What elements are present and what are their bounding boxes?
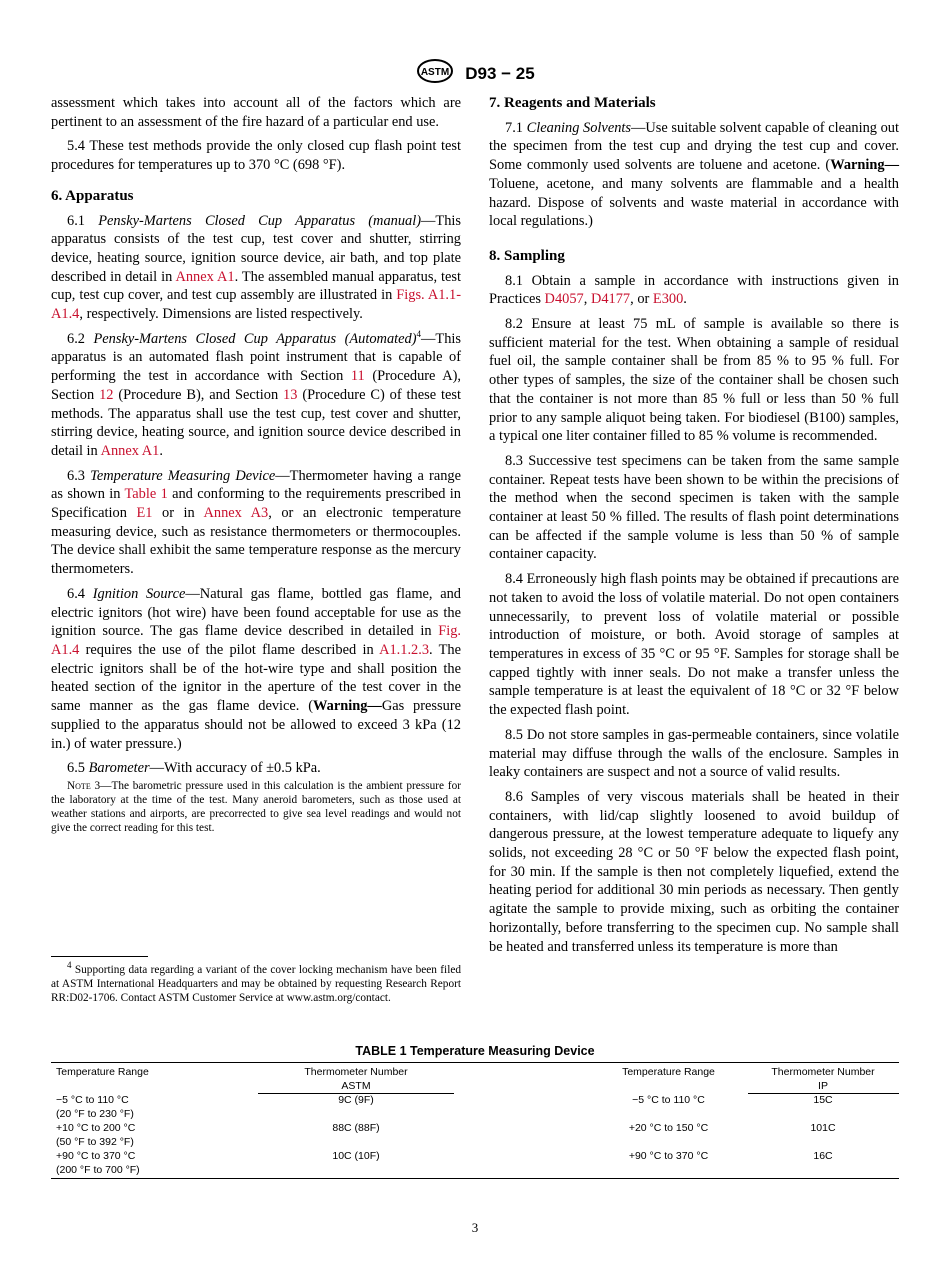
section-heading-sampling: 8. Sampling (489, 247, 565, 264)
table-cell-range-f: (200 °F to 700 °F) (56, 1164, 140, 1176)
table-caption: TABLE 1 Temperature Measuring Device (355, 1044, 595, 1058)
paragraph-7-1: 7.1 Cleaning Solvents—Use suitable solvent capable of cleaning out the specimen from the test cup and drying the test cup and cover. Some commonly used solvents are toluene and acetone. (Warning—Toluene, acetone, and many solvents are flammable and a health hazard. Dispose of solvents and waste material in accordance with local regulations.) (489, 119, 899, 230)
table-cell-astm: 88C (88F) (332, 1122, 380, 1134)
right-column (489, 94, 899, 962)
paragraph-continuation: assessment which takes into account all of the factors which are pertinent to an assessment of the fire hazard of a particular end use. (51, 95, 461, 130)
table-cell-astm: 9C (9F) (338, 1094, 374, 1106)
table-cell-ip: 101C (810, 1122, 836, 1134)
astm-logo-icon (415, 58, 455, 89)
link-d4057[interactable]: D4057 (544, 291, 584, 308)
paragraph-8-5: 8.5 Do not store samples in gas-permeable containers, since volatile material may diffuse through the walls of the enclosure. Samples in leaky containers are suspect and not a source of valid results. (489, 726, 899, 781)
table-cell-ip: 16C (813, 1150, 833, 1162)
table-header-range-astm: Temperature Range (56, 1066, 149, 1078)
paragraph-8-4: 8.4 Erroneously high flash points may be obtained if precautions are not taken to avoid the loss of volatile material. Do not open containers unnecessarily, to prevent loss of volatile material or possible introduction of moisture, or both. Avoid storage of samples at temperatures in excess of 35 °C or 95 °F. Samples for storage shall be capped tightly with inner seals. Do not make a transfer unless the sample temperature is at least the equivalent of 18 °C or 32 °F below the expected flash point. (489, 571, 899, 719)
paragraph-6-3: 6.3 Temperature Measuring Device—Thermometer having a range as shown in Table 1 and conforming to the requirements prescribed in Specification E1 or in Annex A3, or an electronic temperature measuring device, such as resistance thermometers or thermocouples. The device shall exhibit the same temperature response as the mercury thermometers. (51, 467, 461, 578)
paragraph-6-2: 6.2 Pensky-Martens Closed Cup Apparatus (Automated)$^4$—This apparatus is an automated flash point instrument that is capable of performing the test in accordance with Section 11 (Procedure A), Section 12 (Procedure B), and Section 13 (Procedure C) of these test methods. The apparatus shall use the test cup, test cover and shutter, stirring device, heating source, and ignition source device described in detail in Annex A1. (51, 328, 462, 459)
paragraph-8-1: 8.1 Obtain a sample in accordance with instructions given in Practices D4057, D4177, or E300. (489, 272, 899, 308)
paragraph-6-4: 6.4 Ignition Source—Natural gas flame, bottled gas flame, and electric ignitors (hot wire) have been found acceptable for use as the ignition source. The gas flame device described in detailed in Fig. A1.4 requires the use of the pilot flame described in A1.1.2.3. The electric ignitors shall be of the hot-wire type and shall position the heated section of the ignitor in the aperture of the test cover in the same manner as the gas flame device. (Warning—Gas pressure supplied to the apparatus should not be allowed to exceed 3 kPa (12 in.) of water pressure.) (51, 585, 462, 752)
table-cell-astm: 10C (10F) (332, 1150, 380, 1162)
link-annex-a1[interactable]: Annex A1 (100, 442, 160, 459)
table-cell-ip-range: +90 °C to 370 °C (628, 1150, 709, 1162)
table-cell-ip-range: −5 °C to 110 °C (632, 1094, 705, 1106)
link-section-12[interactable]: 12 (99, 386, 114, 403)
table-cell-ip: 15C (813, 1094, 833, 1106)
link-section-11[interactable]: 11 (350, 368, 365, 385)
paragraph-6-5: 6.5 Barometer—With accuracy of ±0.5 kPa. (67, 760, 321, 777)
link-table-1[interactable]: Table 1 (124, 486, 168, 503)
table-cell-range-f: (20 °F to 230 °F) (56, 1108, 134, 1120)
document-designation: D93 − 25 (465, 63, 535, 83)
table-subheader-ip: IP (818, 1080, 828, 1092)
paragraph-5-4: 5.4 These test methods provide the only closed cup flash point test procedures for temperatures up to 370 °C (698 °F). (51, 138, 461, 174)
table-subheader-astm: ASTM (341, 1080, 371, 1092)
footnote-4: $^4$ Supporting data regarding a variant of the cover locking mechanism have been filed at ASTM International Headquarters and may be obtained by requesting Research Report RR:D02-1706. Contact ASTM Customer Service at www.astm.org/contact. (51, 960, 461, 1004)
link-d4177[interactable]: D4177 (590, 291, 631, 308)
footnote-divider (51, 956, 148, 957)
table-header-number-astm: Thermometer Number (304, 1066, 408, 1078)
link-e1[interactable]: E1 (136, 505, 153, 522)
section-heading-apparatus: 6. Apparatus (51, 187, 134, 204)
table-cell-range: +10 °C to 200 °C (56, 1122, 136, 1134)
link-fig-a1-4[interactable]: Fig. A1.4 (51, 623, 461, 658)
temperature-table (51, 1062, 899, 1176)
link-a1-1-2-3[interactable]: A1.1.2.3 (379, 641, 430, 658)
table-cell-range: −5 °C to 110 °C (56, 1094, 129, 1106)
page-number: 3 (471, 1220, 479, 1235)
link-figs-a1[interactable]: Figs. A1.1-A1.4 (51, 287, 461, 323)
paragraph-8-2: 8.2 Ensure at least 75 mL of sample is available so there is sufficient material for the test. When obtaining a sample of residual fuel oil, the sample container shall be from 85 % to 95 % full. For other types of samples, the size of the container shall be chosen such that the container is not more than 85 % full or less than 50 % full prior to any sample aliquot being taken. For biodiesel (B100) samples, a typical one liter container filled to 85 % volume is recommended. (489, 316, 899, 445)
table-header-number-ip: Thermometer Number (771, 1066, 875, 1078)
link-section-13[interactable]: 13 (283, 386, 298, 403)
link-e300[interactable]: E300 (652, 291, 684, 308)
svg-text:ASTM: ASTM (421, 67, 450, 78)
link-annex-a1[interactable]: Annex A1 (175, 268, 235, 285)
paragraph-6-1: 6.1 Pensky-Martens Closed Cup Apparatus (manual)—This apparatus consists of the test cup, test cover and shutter, stirring device, heating source, ignition source device, air bath, and top plate described in detail in Annex A1. The assembled manual apparatus, test cup, test cup cover, and test cup assembly are illustrated in Figs. A1.1-A1.4, respectively. Dimensions are listed respectively. (51, 212, 461, 323)
table-header-range-ip: Temperature Range (622, 1066, 715, 1078)
link-annex-a3[interactable]: Annex A3 (203, 505, 269, 522)
paragraph-8-6: 8.6 Samples of very viscous materials shall be heated in their containers, with lid/cap slightly loosened to avoid buildup of dangerous pressure, at the lowest temperature adequate to liquefy any solids, not exceeding 28 °C or 50 °F below the expected flash point, for 30 min. If the sample is then not completely liquefied, extend the heating period for additional 30 min periods as necessary. Then gently agitate the sample to provide mixing, such as orbiting the container horizontally, before transferring to the specimen cup. No sample shall be heated and transferred unless its temperature is more than (489, 788, 899, 955)
section-heading-reagents: 7. Reagents and Materials (489, 95, 656, 111)
paragraph-8-3: 8.3 Successive test specimens can be taken from the same sample container. Repeat tests have been shown to be within the precisions of the method when the second specimen is taken with the sample container at least 50 % filled. The results of flash point determinations can be affected if the sample volume is less than 50 % of sample container capacity. (489, 452, 899, 563)
table-cell-range: +90 °C to 370 °C (56, 1150, 136, 1162)
footnote-ref[interactable]: 4 (416, 328, 422, 339)
table-cell-ip-range: +20 °C to 150 °C (628, 1122, 709, 1134)
page-header (0, 58, 950, 89)
table-cell-range-f: (50 °F to 392 °F) (56, 1136, 134, 1148)
left-column (51, 94, 461, 841)
note-3: Note 3—The barometric pressure used in this calculation is the ambient pressure for the laboratory at the time of the test. Many aneroid barometers, such as those used at weather stations and airports, are precorrected to give sea level readings and would not give the correct reading for this test. (51, 779, 461, 834)
